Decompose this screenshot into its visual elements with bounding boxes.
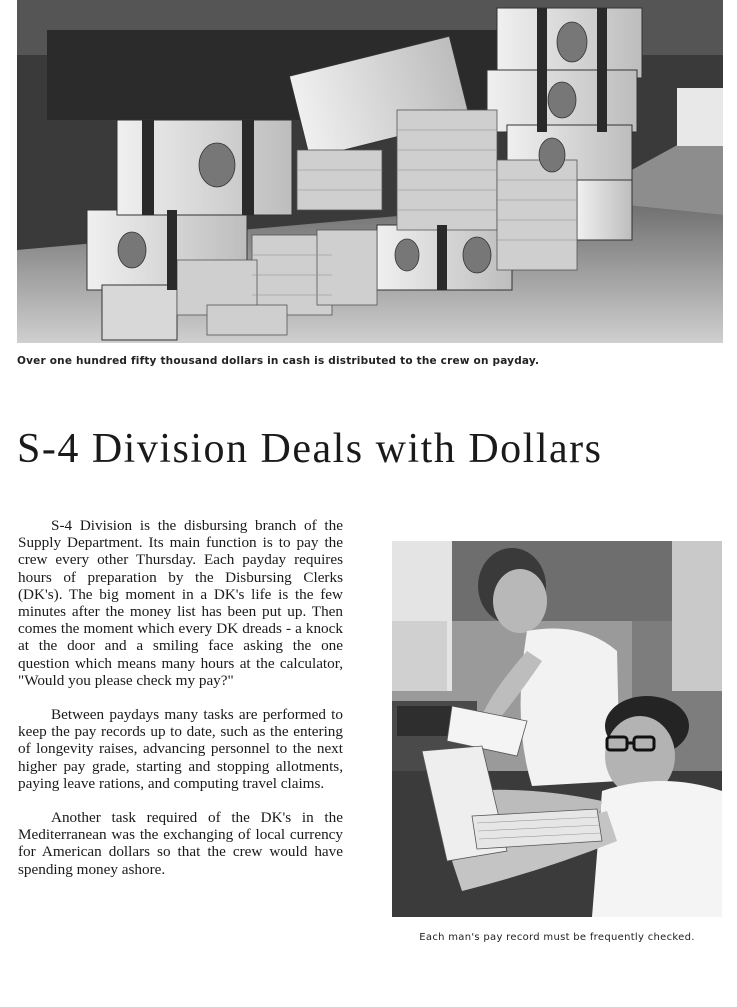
clerks-photo xyxy=(392,541,722,917)
currency-photo xyxy=(17,0,723,343)
article-paragraph: Another task required of the DK's in the Mediterranean was the exchanging of local currency for American dollars so that the crew would have spending money ashore. xyxy=(18,809,343,878)
article-paragraph: S-4 Division is the disbursing branch of the Supply Department. Its main function is to pay the crew every other Thursday. Each payday requires hours of preparation by the Disbursing Clerks (DK's). The big moment in a DK's life is the few minutes after the money list has been put up. Then comes the moment which every DK dreads - a knock at the door and a smiling face asking the one question which means many hours at the calculator, "Would you please check my pay?" xyxy=(18,517,343,689)
article-paragraph: Between paydays many tasks are performed to keep the pay records up to date, such as the entering of longevity raises, advancing personnel to the next higher pay grade, starting and stopping allotments, paying leave rations, and computing travel claims. xyxy=(18,706,343,792)
article-body xyxy=(18,517,343,895)
page-title: S-4 Division Deals with Dollars xyxy=(17,426,603,472)
photo-caption: Over one hundred fifty thousand dollars in cash is distributed to the crew on payday. xyxy=(17,355,540,367)
photo-caption: Each man's pay record must be frequently checked. xyxy=(419,932,695,943)
